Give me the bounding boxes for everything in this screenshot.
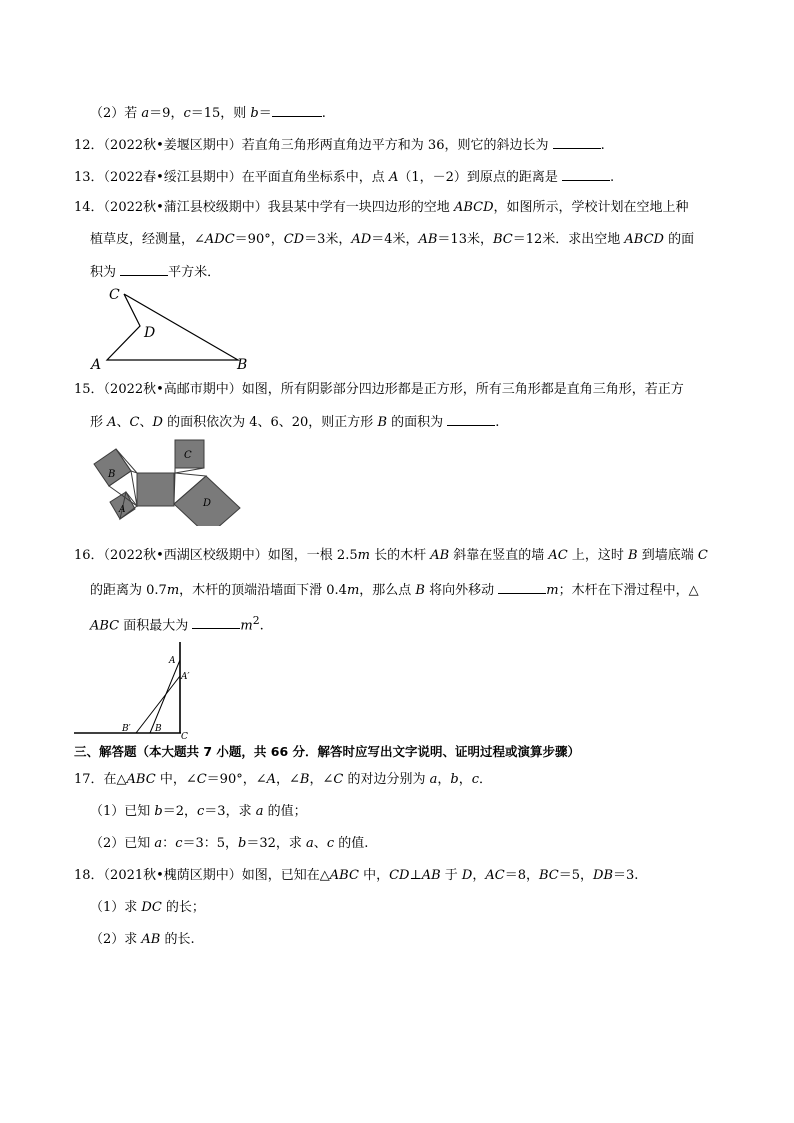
question-16-line1: 16．（2022秋•西湖区校级期中）如图，一根 2.5m 长的木杆 AB 斜靠在竖直的墙 AC 上，这时 B 到墙底端 C	[74, 548, 708, 563]
answer-blank[interactable]	[562, 166, 610, 181]
question-15-line1: 15．（2022秋•高邮市期中）如图，所有阴影部分四边形都是正方形，所有三角形都是直角三角形，若正方	[74, 382, 684, 397]
question-14-line2: 植草皮，经测量，∠ADC＝90°，CD＝3米，AD＝4米，AB＝13米，BC＝12米．求出空地 ABCD 的面	[90, 232, 695, 247]
answer-blank[interactable]	[447, 411, 495, 426]
question-13: 13．（2022春•绥江县期中）在平面直角坐标系中，点 A（1，－2）到原点的距离是 .	[74, 166, 614, 188]
answer-blank[interactable]	[272, 102, 322, 117]
label-b: B	[237, 357, 248, 373]
question-15-line2: 形 A、C、D 的面积依次为 4、6、20，则正方形 B 的面积为 .	[90, 411, 499, 433]
question-18-part1: （1）求 DC 的长；	[90, 900, 205, 915]
answer-blank[interactable]	[553, 134, 601, 149]
label-c: C	[181, 732, 188, 742]
label-b: B	[108, 469, 116, 480]
question-17-part1: （1）已知 b＝2，c＝3，求 a 的值；	[90, 804, 307, 819]
label-c: C	[184, 450, 192, 461]
question-14-line3: 积为 平方米．	[90, 261, 220, 283]
label-a: A	[91, 357, 102, 373]
quadrilateral-figure	[80, 282, 260, 374]
question-16-line3: ABC 面积最大为 $m^2$.	[90, 614, 264, 634]
label-d: D	[144, 325, 156, 341]
ladder-figure	[70, 642, 200, 742]
question-18-line1: 18．（2021秋•槐荫区期中）如图，已知在△ABC 中，CD⊥AB 于 D，AC＝8，BC＝5，DB＝3.	[74, 868, 639, 883]
question-17-part2: （2）已知 a：c＝3：5，b＝32，求 a、c 的值.	[90, 836, 369, 851]
label-c: C	[109, 287, 120, 303]
section-3-heading: 三、解答题（本大题共 7 小题，共 66 分．解答时应写出文字说明、证明过程或演算步骤）	[74, 744, 581, 759]
answer-blank[interactable]	[120, 261, 168, 276]
square-b	[94, 449, 131, 486]
label-d: D	[203, 498, 212, 509]
label-a: A	[169, 656, 176, 666]
label-b-prime: B′	[122, 724, 131, 734]
answer-blank[interactable]	[192, 614, 240, 629]
question-12: 12．（2022秋•姜堰区期中）若直角三角形两直角边平方和为 36，则它的斜边长为 .	[74, 134, 605, 156]
label-b: B	[155, 724, 162, 734]
question-16-line2: 的距离为 0.7m，木杆的顶端沿墙面下滑 0.4m，那么点 B 将向外移动 m；木杆在下滑过程中，△	[90, 579, 699, 601]
label-a-prime: A′	[181, 672, 190, 682]
answer-blank[interactable]	[498, 579, 546, 594]
q11-part2: （2）若 a＝9，c＝15，则 b＝ .	[90, 102, 326, 124]
square-middle	[137, 473, 174, 506]
question-18-part2: （2）求 AB 的长.	[90, 932, 195, 947]
question-17-line1: 17．在△ABC 中，∠C＝90°，∠A，∠B，∠C 的对边分别为 a，b，c．	[74, 772, 493, 787]
question-14-line1: 14．（2022秋•蒲江县校级期中）我县某中学有一块四边形的空地 ABCD，如图所示，学校计划在空地上种	[74, 200, 689, 215]
label-a: A	[119, 505, 126, 515]
squares-figure	[86, 434, 246, 526]
